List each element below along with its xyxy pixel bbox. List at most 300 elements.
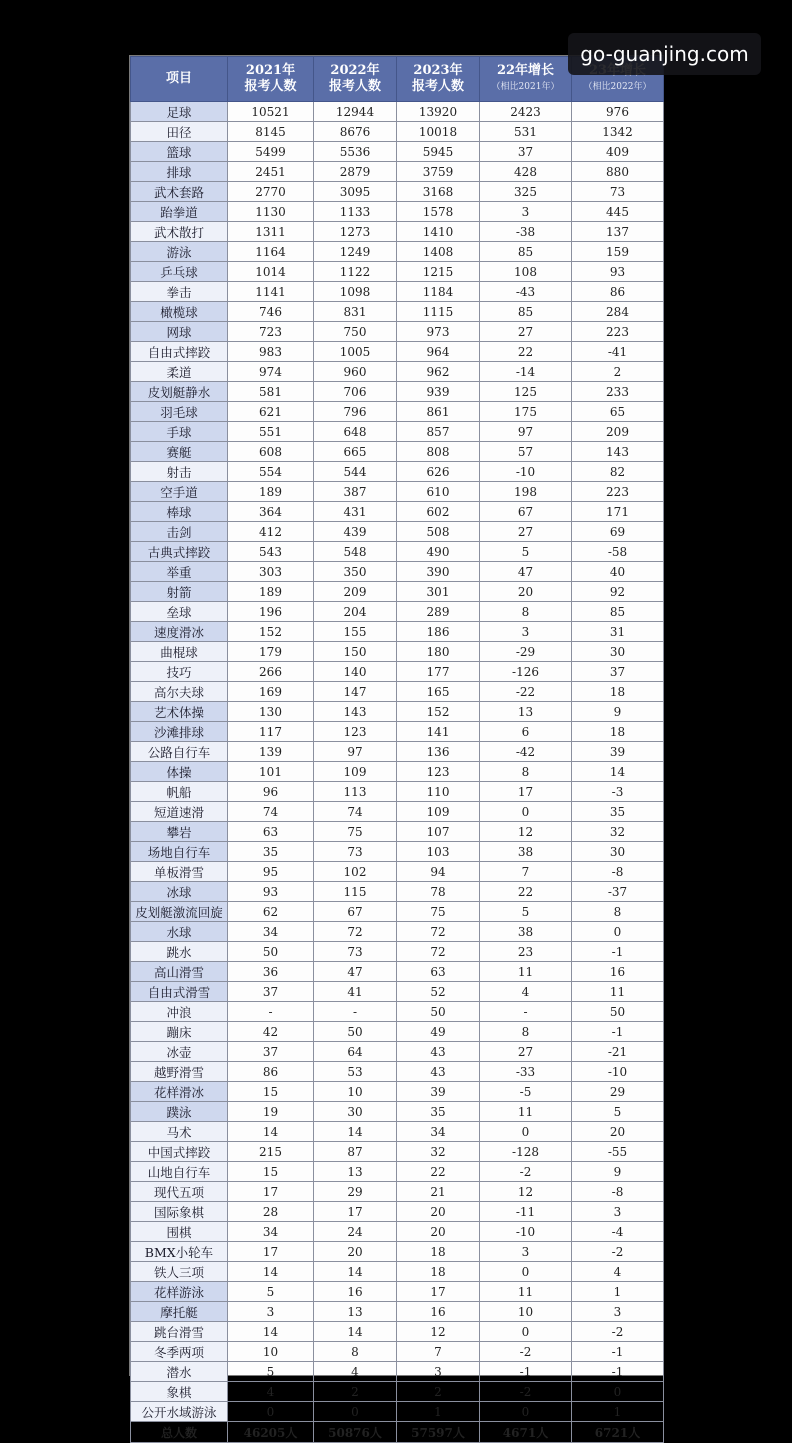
count-2021: 608 xyxy=(228,442,314,462)
table-row xyxy=(131,102,664,122)
table-row xyxy=(131,1242,664,1262)
table-row xyxy=(131,1222,664,1242)
count-2021: 5 xyxy=(228,1362,314,1382)
sport-name: 橄榄球 xyxy=(131,302,228,322)
table-row xyxy=(131,442,664,462)
sport-name: 蹦床 xyxy=(131,1022,228,1042)
sport-name: 技巧 xyxy=(131,662,228,682)
growth-22: 12 xyxy=(480,822,572,842)
growth-23: -58 xyxy=(572,542,664,562)
sport-name: 水球 xyxy=(131,922,228,942)
count-2021: 554 xyxy=(228,462,314,482)
count-2022: 20 xyxy=(314,1242,397,1262)
count-2023: 5945 xyxy=(397,142,480,162)
table-row xyxy=(131,782,664,802)
table-row xyxy=(131,1002,664,1022)
sport-name: 高尔夫球 xyxy=(131,682,228,702)
header-2022: 2022年 报考人数 xyxy=(314,57,397,102)
count-2022: 548 xyxy=(314,542,397,562)
sport-name: 山地自行车 xyxy=(131,1162,228,1182)
count-2022: 8676 xyxy=(314,122,397,142)
count-2022: 14 xyxy=(314,1262,397,1282)
sport-name: 象棋 xyxy=(131,1382,228,1402)
table-row xyxy=(131,662,664,682)
growth-23: 30 xyxy=(572,842,664,862)
count-2023: 857 xyxy=(397,422,480,442)
table-row xyxy=(131,222,664,242)
count-2021: 15 xyxy=(228,1162,314,1182)
growth-22: 2423 xyxy=(480,102,572,122)
count-2022: - xyxy=(314,1002,397,1022)
count-2022: 143 xyxy=(314,702,397,722)
growth-23: 32 xyxy=(572,822,664,842)
table-row xyxy=(131,342,664,362)
count-2021: 139 xyxy=(228,742,314,762)
count-2023: 2 xyxy=(397,1382,480,1402)
table-row xyxy=(131,762,664,782)
count-2022: 64 xyxy=(314,1042,397,1062)
count-2023: 94 xyxy=(397,862,480,882)
growth-22: -126 xyxy=(480,662,572,682)
growth-23: 0 xyxy=(572,1382,664,1402)
count-2022: 1005 xyxy=(314,342,397,362)
sport-name: 射击 xyxy=(131,462,228,482)
count-2023: 152 xyxy=(397,702,480,722)
growth-22: 22 xyxy=(480,882,572,902)
count-2022: 115 xyxy=(314,882,397,902)
count-2021: 37 xyxy=(228,1042,314,1062)
sport-name: 摩托艇 xyxy=(131,1302,228,1322)
table-row xyxy=(131,602,664,622)
sport-name: 马术 xyxy=(131,1122,228,1142)
growth-22: -2 xyxy=(480,1382,572,1402)
sport-name: 潜水 xyxy=(131,1362,228,1382)
growth-22: 0 xyxy=(480,1122,572,1142)
growth-22: 198 xyxy=(480,482,572,502)
growth-23: -4 xyxy=(572,1222,664,1242)
count-2022: 544 xyxy=(314,462,397,482)
count-2021: 8145 xyxy=(228,122,314,142)
growth-23: -1 xyxy=(572,942,664,962)
growth-22: 8 xyxy=(480,1022,572,1042)
count-2021: 746 xyxy=(228,302,314,322)
count-2022: 47 xyxy=(314,962,397,982)
growth-23: 143 xyxy=(572,442,664,462)
growth-22: 57 xyxy=(480,442,572,462)
count-2021: 215 xyxy=(228,1142,314,1162)
table-row xyxy=(131,1382,664,1402)
sport-name: 田径 xyxy=(131,122,228,142)
count-2021: 364 xyxy=(228,502,314,522)
count-2021: 551 xyxy=(228,422,314,442)
growth-23: 69 xyxy=(572,522,664,542)
table-row xyxy=(131,1142,664,1162)
count-2023: 107 xyxy=(397,822,480,842)
count-2023: 20 xyxy=(397,1202,480,1222)
count-2022: 750 xyxy=(314,322,397,342)
count-2022: 431 xyxy=(314,502,397,522)
count-2023: 43 xyxy=(397,1042,480,1062)
count-2021: 62 xyxy=(228,902,314,922)
count-2023: 490 xyxy=(397,542,480,562)
count-2023: 301 xyxy=(397,582,480,602)
header-2021: 2021年 报考人数 xyxy=(228,57,314,102)
count-2021: 4 xyxy=(228,1382,314,1402)
count-2023: 34 xyxy=(397,1122,480,1142)
growth-23: -21 xyxy=(572,1042,664,1062)
sport-name: 攀岩 xyxy=(131,822,228,842)
count-2022: 29 xyxy=(314,1182,397,1202)
count-2023: 13920 xyxy=(397,102,480,122)
count-2021: 17 xyxy=(228,1242,314,1262)
sport-name: 赛艇 xyxy=(131,442,228,462)
count-2021: 1014 xyxy=(228,262,314,282)
growth-23: -1 xyxy=(572,1022,664,1042)
growth-23: 50 xyxy=(572,1002,664,1022)
count-2021: 117 xyxy=(228,722,314,742)
count-2023: 7 xyxy=(397,1342,480,1362)
sport-name: 短道速滑 xyxy=(131,802,228,822)
count-2022: 123 xyxy=(314,722,397,742)
sport-name: 中国式摔跤 xyxy=(131,1142,228,1162)
sport-name: 冰壶 xyxy=(131,1042,228,1062)
table-row xyxy=(131,1182,664,1202)
table-row xyxy=(131,1362,664,1382)
growth-22: 10 xyxy=(480,1302,572,1322)
count-2023: 508 xyxy=(397,522,480,542)
count-2023: 3759 xyxy=(397,162,480,182)
table-body xyxy=(131,102,664,1422)
growth-23: 223 xyxy=(572,482,664,502)
count-2023: 626 xyxy=(397,462,480,482)
table-row xyxy=(131,802,664,822)
growth-22: 11 xyxy=(480,1282,572,1302)
count-2023: 110 xyxy=(397,782,480,802)
sport-name: 高山滑雪 xyxy=(131,962,228,982)
growth-22: 531 xyxy=(480,122,572,142)
growth-22: 5 xyxy=(480,542,572,562)
table-row xyxy=(131,202,664,222)
count-2021: 93 xyxy=(228,882,314,902)
count-2022: 796 xyxy=(314,402,397,422)
table-row xyxy=(131,542,664,562)
count-2023: 52 xyxy=(397,982,480,1002)
growth-22: -2 xyxy=(480,1162,572,1182)
count-2022: 4 xyxy=(314,1362,397,1382)
count-2022: 13 xyxy=(314,1302,397,1322)
count-2022: 665 xyxy=(314,442,397,462)
count-2022: 67 xyxy=(314,902,397,922)
table-row xyxy=(131,122,664,142)
growth-22: -38 xyxy=(480,222,572,242)
growth-23: 4 xyxy=(572,1262,664,1282)
table-row xyxy=(131,282,664,302)
count-2022: 439 xyxy=(314,522,397,542)
count-2023: 861 xyxy=(397,402,480,422)
growth-23: 82 xyxy=(572,462,664,482)
count-2023: 610 xyxy=(397,482,480,502)
table-row xyxy=(131,1202,664,1222)
table-row xyxy=(131,722,664,742)
growth-23: 233 xyxy=(572,382,664,402)
growth-23: -2 xyxy=(572,1242,664,1262)
count-2022: 53 xyxy=(314,1062,397,1082)
growth-23: -8 xyxy=(572,862,664,882)
sport-name: 网球 xyxy=(131,322,228,342)
sport-name: 棒球 xyxy=(131,502,228,522)
count-2021: 17 xyxy=(228,1182,314,1202)
count-2021: 19 xyxy=(228,1102,314,1122)
growth-22: 38 xyxy=(480,842,572,862)
count-2022: 155 xyxy=(314,622,397,642)
count-2021: 169 xyxy=(228,682,314,702)
count-2022: 387 xyxy=(314,482,397,502)
count-2022: 1122 xyxy=(314,262,397,282)
sport-name: 铁人三项 xyxy=(131,1262,228,1282)
growth-23: 9 xyxy=(572,702,664,722)
count-2023: 141 xyxy=(397,722,480,742)
count-2022: 1249 xyxy=(314,242,397,262)
table-row xyxy=(131,422,664,442)
sport-name: 空手道 xyxy=(131,482,228,502)
growth-22: 17 xyxy=(480,782,572,802)
growth-22: 8 xyxy=(480,602,572,622)
growth-23: 409 xyxy=(572,142,664,162)
growth-23: 2 xyxy=(572,362,664,382)
growth-23: -55 xyxy=(572,1142,664,1162)
growth-22: 7 xyxy=(480,862,572,882)
count-2022: 41 xyxy=(314,982,397,1002)
count-2021: 1164 xyxy=(228,242,314,262)
count-2022: 831 xyxy=(314,302,397,322)
count-2021: 101 xyxy=(228,762,314,782)
count-2021: 96 xyxy=(228,782,314,802)
table-row xyxy=(131,1302,664,1322)
count-2023: 1408 xyxy=(397,242,480,262)
table-row xyxy=(131,1122,664,1142)
enrollment-table xyxy=(130,56,664,1443)
sport-name: 冰球 xyxy=(131,882,228,902)
sport-name: 击剑 xyxy=(131,522,228,542)
growth-23: 86 xyxy=(572,282,664,302)
growth-23: 3 xyxy=(572,1202,664,1222)
count-2022: 12944 xyxy=(314,102,397,122)
count-2021: 189 xyxy=(228,482,314,502)
count-2022: 140 xyxy=(314,662,397,682)
count-2023: 43 xyxy=(397,1062,480,1082)
growth-23: 880 xyxy=(572,162,664,182)
growth-23: 39 xyxy=(572,742,664,762)
sport-name: 速度滑冰 xyxy=(131,622,228,642)
count-2022: 30 xyxy=(314,1102,397,1122)
table-row xyxy=(131,382,664,402)
count-2023: 21 xyxy=(397,1182,480,1202)
growth-22: 428 xyxy=(480,162,572,182)
sport-name: 羽毛球 xyxy=(131,402,228,422)
table-row xyxy=(131,262,664,282)
table-row xyxy=(131,522,664,542)
growth-22: -10 xyxy=(480,1222,572,1242)
count-2023: 289 xyxy=(397,602,480,622)
sport-name: 蹼泳 xyxy=(131,1102,228,1122)
count-2023: 3168 xyxy=(397,182,480,202)
growth-22: -10 xyxy=(480,462,572,482)
count-2022: 648 xyxy=(314,422,397,442)
total-2021: 46205人 xyxy=(228,1422,314,1443)
growth-22: - xyxy=(480,1002,572,1022)
growth-22: 8 xyxy=(480,762,572,782)
table-row xyxy=(131,742,664,762)
total-growth-23: 6721人 xyxy=(572,1422,664,1443)
sport-name: 单板滑雪 xyxy=(131,862,228,882)
growth-22: 22 xyxy=(480,342,572,362)
growth-22: 3 xyxy=(480,622,572,642)
sport-name: 现代五项 xyxy=(131,1182,228,1202)
table-row xyxy=(131,1082,664,1102)
growth-23: 16 xyxy=(572,962,664,982)
count-2023: 18 xyxy=(397,1262,480,1282)
count-2021: 34 xyxy=(228,922,314,942)
count-2023: 390 xyxy=(397,562,480,582)
growth-22: 0 xyxy=(480,802,572,822)
count-2023: 602 xyxy=(397,502,480,522)
count-2022: 74 xyxy=(314,802,397,822)
sport-name: 篮球 xyxy=(131,142,228,162)
growth-22: -128 xyxy=(480,1142,572,1162)
count-2023: 177 xyxy=(397,662,480,682)
table-row xyxy=(131,502,664,522)
count-2021: 196 xyxy=(228,602,314,622)
growth-22: -5 xyxy=(480,1082,572,1102)
count-2021: 303 xyxy=(228,562,314,582)
sport-name: 射箭 xyxy=(131,582,228,602)
table-row xyxy=(131,862,664,882)
sport-name: 柔道 xyxy=(131,362,228,382)
count-2022: 147 xyxy=(314,682,397,702)
growth-23: -41 xyxy=(572,342,664,362)
count-2021: 1130 xyxy=(228,202,314,222)
table-row xyxy=(131,1022,664,1042)
growth-23: 11 xyxy=(572,982,664,1002)
growth-23: 20 xyxy=(572,1122,664,1142)
table-row xyxy=(131,922,664,942)
table-row xyxy=(131,482,664,502)
count-2023: 939 xyxy=(397,382,480,402)
sport-name: 艺术体操 xyxy=(131,702,228,722)
count-2023: 22 xyxy=(397,1162,480,1182)
growth-22: 6 xyxy=(480,722,572,742)
table-row xyxy=(131,1102,664,1122)
count-2022: 13 xyxy=(314,1162,397,1182)
count-2023: 18 xyxy=(397,1242,480,1262)
count-2022: 150 xyxy=(314,642,397,662)
count-2023: 39 xyxy=(397,1082,480,1102)
sport-name: 越野滑雪 xyxy=(131,1062,228,1082)
growth-22: 67 xyxy=(480,502,572,522)
table-row xyxy=(131,142,664,162)
count-2022: 50 xyxy=(314,1022,397,1042)
growth-23: 209 xyxy=(572,422,664,442)
count-2023: 165 xyxy=(397,682,480,702)
growth-22: 11 xyxy=(480,1102,572,1122)
sport-name: 手球 xyxy=(131,422,228,442)
growth-22: 3 xyxy=(480,1242,572,1262)
sport-name: 皮划艇激流回旋 xyxy=(131,902,228,922)
growth-23: -2 xyxy=(572,1322,664,1342)
growth-23: -1 xyxy=(572,1342,664,1362)
table-row xyxy=(131,882,664,902)
growth-23: 73 xyxy=(572,182,664,202)
growth-22: -43 xyxy=(480,282,572,302)
table-row xyxy=(131,582,664,602)
sport-name: 体操 xyxy=(131,762,228,782)
table-row xyxy=(131,242,664,262)
count-2023: 32 xyxy=(397,1142,480,1162)
count-2021: 412 xyxy=(228,522,314,542)
count-2023: 20 xyxy=(397,1222,480,1242)
table-row xyxy=(131,1322,664,1342)
growth-22: 3 xyxy=(480,202,572,222)
count-2021: 36 xyxy=(228,962,314,982)
count-2023: 50 xyxy=(397,1002,480,1022)
count-2021: 28 xyxy=(228,1202,314,1222)
count-2021: 35 xyxy=(228,842,314,862)
growth-23: 29 xyxy=(572,1082,664,1102)
count-2022: 72 xyxy=(314,922,397,942)
table-row xyxy=(131,702,664,722)
count-2021: 95 xyxy=(228,862,314,882)
count-2022: 5536 xyxy=(314,142,397,162)
table-row xyxy=(131,642,664,662)
count-2022: 8 xyxy=(314,1342,397,1362)
growth-23: 40 xyxy=(572,562,664,582)
growth-23: 93 xyxy=(572,262,664,282)
table-row xyxy=(131,182,664,202)
count-2023: 186 xyxy=(397,622,480,642)
count-2023: 136 xyxy=(397,742,480,762)
sport-name: 乒乓球 xyxy=(131,262,228,282)
count-2023: 1215 xyxy=(397,262,480,282)
table-row xyxy=(131,982,664,1002)
sport-name: 公路自行车 xyxy=(131,742,228,762)
total-growth-22: 4671人 xyxy=(480,1422,572,1443)
count-2022: 73 xyxy=(314,842,397,862)
count-2022: 17 xyxy=(314,1202,397,1222)
count-2021: 37 xyxy=(228,982,314,1002)
count-2023: 75 xyxy=(397,902,480,922)
sport-name: 足球 xyxy=(131,102,228,122)
count-2021: 1141 xyxy=(228,282,314,302)
count-2021: 130 xyxy=(228,702,314,722)
total-label: 总人数 xyxy=(131,1422,228,1443)
count-2022: 204 xyxy=(314,602,397,622)
count-2023: 103 xyxy=(397,842,480,862)
table-row xyxy=(131,1162,664,1182)
sport-name: 曲棍球 xyxy=(131,642,228,662)
growth-23: 137 xyxy=(572,222,664,242)
table-row xyxy=(131,462,664,482)
sport-name: 垒球 xyxy=(131,602,228,622)
count-2022: 2 xyxy=(314,1382,397,1402)
growth-23: 37 xyxy=(572,662,664,682)
growth-22: 5 xyxy=(480,902,572,922)
growth-22: 12 xyxy=(480,1182,572,1202)
growth-23: 171 xyxy=(572,502,664,522)
count-2021: 974 xyxy=(228,362,314,382)
growth-23: 14 xyxy=(572,762,664,782)
count-2023: 49 xyxy=(397,1022,480,1042)
table-row xyxy=(131,1042,664,1062)
